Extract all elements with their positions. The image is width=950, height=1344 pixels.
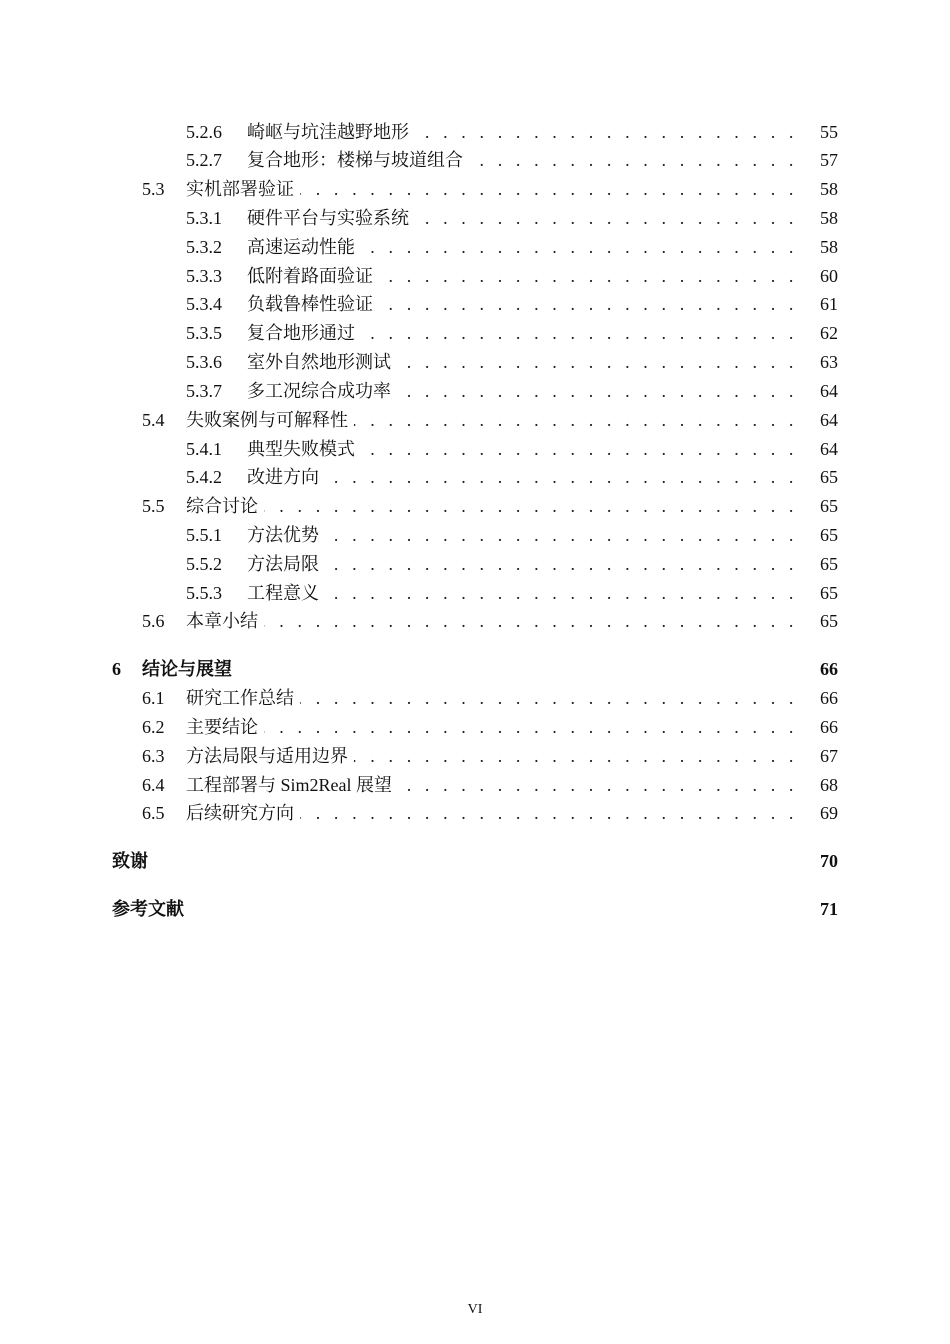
toc-entry[interactable] (142, 801, 838, 825)
toc-entry[interactable] (142, 744, 838, 768)
toc-entry[interactable] (186, 552, 838, 576)
toc-entry-page: 58 (820, 179, 838, 199)
toc-entry[interactable] (186, 264, 838, 288)
dot-leader (247, 552, 798, 576)
toc-entry[interactable] (186, 379, 838, 403)
toc-entry-number: 5.4 (142, 410, 165, 430)
toc-entry-number: 5.4.1 (186, 439, 222, 459)
toc-entry-title: 方法优势 (247, 523, 325, 547)
toc-entry-title: 结论与展望 (142, 659, 232, 679)
toc-entry-number: 6.4 (142, 775, 165, 795)
dot-leader (247, 581, 798, 605)
toc-entry-page: 65 (820, 525, 838, 545)
toc-entry-number: 6 (112, 659, 121, 679)
toc-entry-page: 58 (820, 237, 838, 257)
toc-entry-title: 实机部署验证 (186, 177, 300, 201)
toc-entry-title: 本章小结 (186, 609, 264, 633)
toc-entry-number: 5.5.3 (186, 583, 222, 603)
toc-entry-number: 6.1 (142, 688, 165, 708)
toc-entry-page: 55 (820, 122, 838, 142)
toc-entry-page: 64 (820, 410, 838, 430)
page-number: VI (467, 1302, 483, 1317)
toc-entry-page: 66 (820, 688, 838, 708)
toc-entry-number: 5.3.7 (186, 381, 222, 401)
toc-entry-page: 63 (820, 352, 838, 372)
toc-entry[interactable] (142, 408, 838, 432)
toc-entry-number: 5.3.4 (186, 294, 222, 314)
toc-entry-page: 69 (820, 803, 838, 823)
toc-entry-title: 主要结论 (186, 715, 264, 739)
toc-entry-title: 参考文献 (112, 899, 184, 919)
toc-entry-page: 71 (820, 899, 838, 919)
toc-entry-title: 改进方向 (247, 465, 325, 489)
toc-entry-title: 研究工作总结 (186, 686, 300, 710)
toc-entry[interactable] (142, 773, 838, 797)
toc-entry-page: 65 (820, 583, 838, 603)
toc-entry[interactable] (186, 321, 838, 345)
toc-entry-title: 方法局限 (247, 552, 325, 576)
toc-entry-page: 65 (820, 611, 838, 631)
toc-entry-number: 5.5 (142, 496, 165, 516)
toc-entry-title: 方法局限与适用边界 (186, 744, 354, 768)
toc-entry-number: 5.6 (142, 611, 165, 631)
dot-leader (186, 494, 798, 518)
toc-entry-number: 5.3.5 (186, 323, 222, 343)
toc-entry-page: 66 (820, 659, 838, 679)
toc-entry-title: 失败案例与可解释性 (186, 408, 354, 432)
toc-entry[interactable] (142, 494, 838, 518)
toc-entry[interactable] (142, 177, 838, 201)
toc-entry-page: 64 (820, 439, 838, 459)
toc-entry-number: 5.4.2 (186, 467, 222, 487)
toc-entry-title: 室外自然地形测试 (247, 350, 397, 374)
toc-entry-number: 5.3.1 (186, 208, 222, 228)
toc-entry[interactable] (186, 437, 838, 461)
toc-entry-page: 70 (820, 851, 838, 871)
toc-entry-page: 67 (820, 746, 838, 766)
toc-entry-number: 6.2 (142, 717, 165, 737)
toc-entry-number: 5.3.3 (186, 266, 222, 286)
dot-leader (247, 523, 798, 547)
toc-chapter-entry[interactable] (112, 849, 838, 873)
toc-entry-number: 6.3 (142, 746, 165, 766)
toc-chapter-entry[interactable] (112, 657, 838, 681)
toc-entry[interactable] (186, 148, 838, 172)
toc-entry-title: 硬件平台与实验系统 (247, 206, 415, 230)
toc-entry-page: 64 (820, 381, 838, 401)
dot-leader (186, 715, 798, 739)
toc-entry-title: 负载鲁棒性验证 (247, 292, 379, 316)
toc-entry-title: 复合地形通过 (247, 321, 361, 345)
toc-entry-title: 多工况综合成功率 (247, 379, 397, 403)
toc-entry-title: 工程部署与 Sim2Real 展望 (186, 773, 398, 797)
toc-entry[interactable] (186, 465, 838, 489)
toc-entry[interactable] (186, 350, 838, 374)
toc-entry-page: 61 (820, 294, 838, 314)
toc-entry-page: 65 (820, 467, 838, 487)
toc-entry-number: 5.5.2 (186, 554, 222, 574)
toc-chapter-entry[interactable] (112, 897, 838, 921)
toc-entry-number: 5.3 (142, 179, 165, 199)
toc-entry-page: 58 (820, 208, 838, 228)
toc-entry[interactable] (142, 609, 838, 633)
toc-entry-page: 60 (820, 266, 838, 286)
toc-entry-title: 低附着路面验证 (247, 264, 379, 288)
toc-entry-page: 62 (820, 323, 838, 343)
toc-entry-title: 后续研究方向 (186, 801, 300, 825)
toc-entry-title: 高速运动性能 (247, 235, 361, 259)
toc-entry-number: 5.5.1 (186, 525, 222, 545)
toc-entry[interactable] (142, 686, 838, 710)
toc-entry-page: 66 (820, 717, 838, 737)
toc-entry-page: 57 (820, 150, 838, 170)
toc-entry-number: 5.3.6 (186, 352, 222, 372)
toc-entry[interactable] (186, 120, 838, 144)
toc-entry[interactable] (142, 715, 838, 739)
toc-entry[interactable] (186, 523, 838, 547)
toc-entry[interactable] (186, 292, 838, 316)
toc-entry-number: 6.5 (142, 803, 165, 823)
toc-entry-page: 65 (820, 554, 838, 574)
toc-entry-title: 复合地形：楼梯与坡道组合 (247, 148, 469, 172)
toc-entry-title: 致谢 (112, 851, 148, 871)
toc-entry[interactable] (186, 235, 838, 259)
toc-entry-number: 5.3.2 (186, 237, 222, 257)
toc-entry-page: 65 (820, 496, 838, 516)
toc-entry-title: 崎岖与坑洼越野地形 (247, 120, 415, 144)
toc-entry-number: 5.2.6 (186, 122, 222, 142)
toc-entry-title: 工程意义 (247, 581, 325, 605)
toc-entry[interactable] (186, 581, 838, 605)
toc-entry[interactable] (186, 206, 838, 230)
toc-entry-number: 5.2.7 (186, 150, 222, 170)
toc-entry-title: 典型失败模式 (247, 437, 361, 461)
dot-leader (186, 609, 798, 633)
toc-entry-title: 综合讨论 (186, 494, 264, 518)
dot-leader (247, 465, 798, 489)
toc-entry-page: 68 (820, 775, 838, 795)
